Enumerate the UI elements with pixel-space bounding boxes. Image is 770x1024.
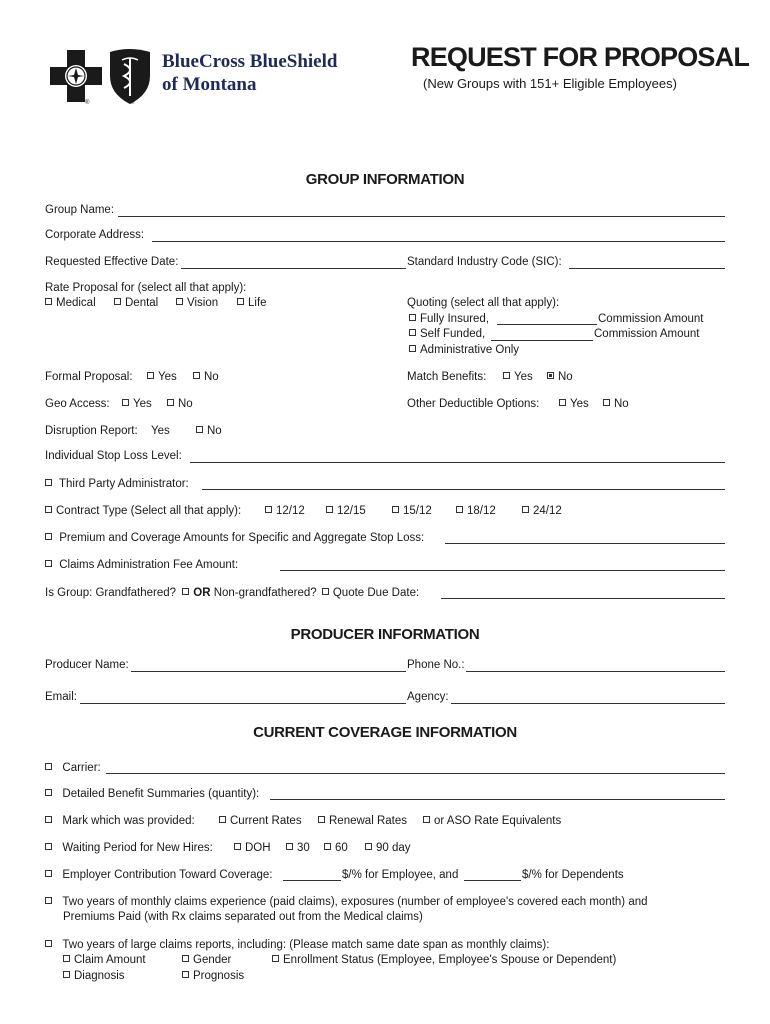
carrier-label[interactable]: Carrier: bbox=[45, 762, 101, 774]
other-deductible-no[interactable]: No bbox=[603, 398, 629, 410]
agency-field[interactable] bbox=[451, 703, 725, 704]
sic-label: Standard Industry Code (SIC): bbox=[407, 256, 562, 268]
contract-opt-12-15[interactable]: 12/15 bbox=[326, 505, 366, 517]
checkbox-icon[interactable] bbox=[219, 816, 226, 823]
checkbox-icon[interactable] bbox=[503, 372, 510, 379]
aso-rates-option[interactable]: or ASO Rate Equivalents bbox=[423, 815, 561, 827]
producer-name-field[interactable] bbox=[131, 671, 406, 672]
two-years-claims-line2: Premiums Paid (with Rx claims separated out from the Medical claims) bbox=[63, 911, 423, 923]
registered-mark-2: ® bbox=[130, 100, 135, 106]
quoting-label: Quoting (select all that apply): bbox=[407, 297, 560, 309]
disruption-report-no[interactable]: No bbox=[196, 425, 222, 437]
checkbox-icon[interactable] bbox=[63, 955, 70, 962]
checkbox-icon[interactable] bbox=[409, 329, 416, 336]
checkbox-icon[interactable] bbox=[409, 345, 416, 352]
two-years-claims-row: Two years of monthly claims experience (paid claims), exposures (number of employee's covered each month) and bbox=[45, 896, 648, 908]
current-rates-option[interactable]: Current Rates bbox=[219, 815, 302, 827]
dependents-contrib-field[interactable] bbox=[464, 880, 521, 881]
agency-label: Agency: bbox=[407, 691, 449, 703]
checkbox-icon[interactable] bbox=[45, 897, 52, 904]
section-heading-producer: PRODUCER INFORMATION bbox=[290, 626, 480, 643]
carrier-field[interactable] bbox=[106, 773, 725, 774]
other-deductible-yes[interactable]: Yes bbox=[559, 398, 589, 410]
self-funded-commission-field[interactable] bbox=[491, 340, 593, 341]
summaries-label[interactable]: Detailed Benefit Summaries (quantity): bbox=[45, 788, 259, 800]
email-label: Email: bbox=[45, 691, 77, 703]
rate-option-life[interactable]: Life bbox=[237, 297, 267, 309]
phone-label: Phone No.: bbox=[407, 659, 465, 671]
email-field[interactable] bbox=[80, 703, 406, 704]
disruption-report-yes[interactable]: Yes bbox=[151, 425, 170, 437]
wait-opt-doh[interactable]: DOH bbox=[234, 842, 271, 854]
checkbox-icon[interactable] bbox=[45, 560, 52, 567]
match-benefits-yes[interactable]: Yes bbox=[503, 371, 533, 383]
corporate-address-field[interactable] bbox=[152, 241, 725, 242]
checkbox-icon[interactable] bbox=[45, 843, 52, 850]
checked-checkbox-icon[interactable] bbox=[547, 372, 554, 379]
producer-name-label: Producer Name: bbox=[45, 659, 129, 671]
bluecross-logo bbox=[48, 48, 104, 104]
employee-contrib-field[interactable] bbox=[283, 880, 341, 881]
rate-option-medical[interactable]: Medical bbox=[45, 297, 96, 309]
diagnosis-option[interactable]: Diagnosis bbox=[63, 970, 125, 982]
quoting-fully-insured[interactable]: Fully Insured, bbox=[409, 313, 489, 325]
employee-pct-label: $/% for Employee, and bbox=[342, 869, 459, 881]
checkbox-icon[interactable] bbox=[182, 955, 189, 962]
checkbox-icon[interactable] bbox=[45, 763, 52, 770]
checkbox-icon[interactable] bbox=[45, 940, 52, 947]
wait-opt-90[interactable]: 90 day bbox=[365, 842, 411, 854]
checkbox-icon[interactable] bbox=[196, 426, 203, 433]
enrollment-status-option[interactable]: Enrollment Status (Employee, Employee's Spouse or Dependent) bbox=[272, 954, 616, 966]
registered-mark: ® bbox=[85, 100, 90, 106]
checkbox-icon[interactable] bbox=[322, 588, 329, 595]
prognosis-option[interactable]: Prognosis bbox=[182, 970, 244, 982]
waiting-period-row: Waiting Period for New Hires: bbox=[45, 842, 213, 854]
checkbox-icon[interactable] bbox=[286, 843, 293, 850]
checkbox-icon[interactable] bbox=[237, 298, 244, 305]
checkbox-icon[interactable] bbox=[45, 816, 52, 823]
page-subtitle: (New Groups with 151+ Eligible Employees) bbox=[423, 76, 677, 91]
wait-opt-30[interactable]: 30 bbox=[286, 842, 310, 854]
large-claims-row: Two years of large claims reports, including: (Please match same date span as monthly claims): bbox=[45, 939, 549, 951]
geo-access-yes[interactable]: Yes bbox=[122, 398, 152, 410]
checkbox-icon[interactable] bbox=[559, 399, 566, 406]
checkbox-icon[interactable] bbox=[603, 399, 610, 406]
blueshield-logo bbox=[106, 48, 154, 106]
contract-opt-15-12[interactable]: 15/12 bbox=[392, 505, 432, 517]
contract-opt-12-12[interactable]: 12/12 bbox=[265, 505, 305, 517]
checkbox-icon[interactable] bbox=[122, 399, 129, 406]
checkbox-icon[interactable] bbox=[45, 298, 52, 305]
formal-proposal-yes[interactable]: Yes bbox=[147, 371, 177, 383]
rate-option-dental[interactable]: Dental bbox=[114, 297, 158, 309]
checkbox-icon[interactable] bbox=[182, 971, 189, 978]
checkbox-icon[interactable] bbox=[272, 955, 279, 962]
contract-opt-24-12[interactable]: 24/12 bbox=[522, 505, 562, 517]
checkbox-icon[interactable] bbox=[45, 870, 52, 877]
checkbox-icon[interactable] bbox=[324, 843, 331, 850]
other-deductible-label: Other Deductible Options: bbox=[407, 398, 540, 410]
stop-loss-field[interactable] bbox=[190, 462, 725, 463]
brand-region: of Montana bbox=[162, 74, 257, 95]
checkbox-icon[interactable] bbox=[63, 971, 70, 978]
checkbox-icon[interactable] bbox=[45, 479, 52, 486]
checkbox-icon[interactable] bbox=[392, 506, 399, 513]
checkbox-icon[interactable] bbox=[167, 399, 174, 406]
group-name-field[interactable] bbox=[118, 216, 725, 217]
sic-field[interactable] bbox=[569, 268, 725, 269]
fully-insured-commission-field[interactable] bbox=[497, 324, 597, 325]
effective-date-label: Requested Effective Date: bbox=[45, 256, 179, 268]
premium-field[interactable] bbox=[445, 543, 725, 544]
renewal-rates-option[interactable]: Renewal Rates bbox=[318, 815, 407, 827]
formal-proposal-label: Formal Proposal: bbox=[45, 371, 133, 383]
checkbox-icon[interactable] bbox=[409, 314, 416, 321]
disruption-report-label: Disruption Report: bbox=[45, 425, 138, 437]
checkbox-icon[interactable] bbox=[45, 533, 52, 540]
match-benefits-label: Match Benefits: bbox=[407, 371, 487, 383]
checkbox-icon[interactable] bbox=[318, 816, 325, 823]
claim-amount-option[interactable]: Claim Amount bbox=[63, 954, 146, 966]
commission-label-2: Commission Amount bbox=[594, 328, 700, 340]
contract-opt-18-12[interactable]: 18/12 bbox=[456, 505, 496, 517]
page-title: REQUEST FOR PROPOSAL bbox=[411, 42, 750, 72]
brand-name: BlueCross BlueShield bbox=[162, 51, 338, 72]
claims-admin-label[interactable]: Claims Administration Fee Amount: bbox=[45, 559, 238, 571]
stop-loss-label: Individual Stop Loss Level: bbox=[45, 450, 182, 462]
checkbox-icon[interactable] bbox=[326, 506, 333, 513]
checkbox-icon[interactable] bbox=[176, 298, 183, 305]
formal-proposal-no[interactable]: No bbox=[193, 371, 219, 383]
phone-field[interactable] bbox=[466, 671, 725, 672]
section-heading-group: GROUP INFORMATION bbox=[305, 171, 465, 188]
wait-opt-60[interactable]: 60 bbox=[324, 842, 348, 854]
quoting-self-funded[interactable]: Self Funded, bbox=[409, 328, 485, 340]
checkbox-icon[interactable] bbox=[45, 506, 52, 513]
geo-access-label: Geo Access: bbox=[45, 398, 110, 410]
checkbox-icon[interactable] bbox=[45, 789, 52, 796]
commission-label-1: Commission Amount bbox=[598, 313, 704, 325]
checkbox-icon[interactable] bbox=[234, 843, 241, 850]
checkbox-icon[interactable] bbox=[365, 843, 372, 850]
tpa-field[interactable] bbox=[202, 489, 725, 490]
premium-label[interactable]: Premium and Coverage Amounts for Specific and Aggregate Stop Loss: bbox=[45, 532, 424, 544]
quote-due-field[interactable] bbox=[441, 598, 725, 599]
dependents-pct-label: $/% for Dependents bbox=[522, 869, 624, 881]
quoting-admin-only[interactable]: Administrative Only bbox=[409, 344, 519, 356]
summaries-field[interactable] bbox=[270, 799, 725, 800]
section-heading-coverage: CURRENT COVERAGE INFORMATION bbox=[253, 724, 517, 741]
checkbox-icon[interactable] bbox=[456, 506, 463, 513]
is-group-row: Is Group: Grandfathered? OR Non-grandfathered? Quote Due Date: bbox=[45, 587, 420, 599]
checkbox-icon[interactable] bbox=[265, 506, 272, 513]
checkbox-icon[interactable] bbox=[193, 372, 200, 379]
checkbox-icon[interactable] bbox=[147, 372, 154, 379]
effective-date-field[interactable] bbox=[181, 268, 406, 269]
checkbox-icon[interactable] bbox=[182, 588, 189, 595]
claims-admin-field[interactable] bbox=[280, 570, 725, 571]
rate-proposal-label: Rate Proposal for (select all that apply): bbox=[45, 282, 247, 294]
match-benefits-no[interactable]: No bbox=[547, 371, 573, 383]
geo-access-no[interactable]: No bbox=[167, 398, 193, 410]
gender-option[interactable]: Gender bbox=[182, 954, 231, 966]
employer-contrib-row: Employer Contribution Toward Coverage: bbox=[45, 869, 272, 881]
checkbox-icon[interactable] bbox=[522, 506, 529, 513]
checkbox-icon[interactable] bbox=[114, 298, 121, 305]
corporate-address-label: Corporate Address: bbox=[45, 229, 145, 241]
tpa-label[interactable]: Third Party Administrator: bbox=[45, 478, 189, 490]
rate-option-vision[interactable]: Vision bbox=[176, 297, 218, 309]
mark-provided-row: Mark which was provided: bbox=[45, 815, 195, 827]
group-name-label: Group Name: bbox=[45, 204, 115, 216]
contract-type-label[interactable]: Contract Type (Select all that apply): bbox=[45, 505, 241, 517]
checkbox-icon[interactable] bbox=[423, 816, 430, 823]
